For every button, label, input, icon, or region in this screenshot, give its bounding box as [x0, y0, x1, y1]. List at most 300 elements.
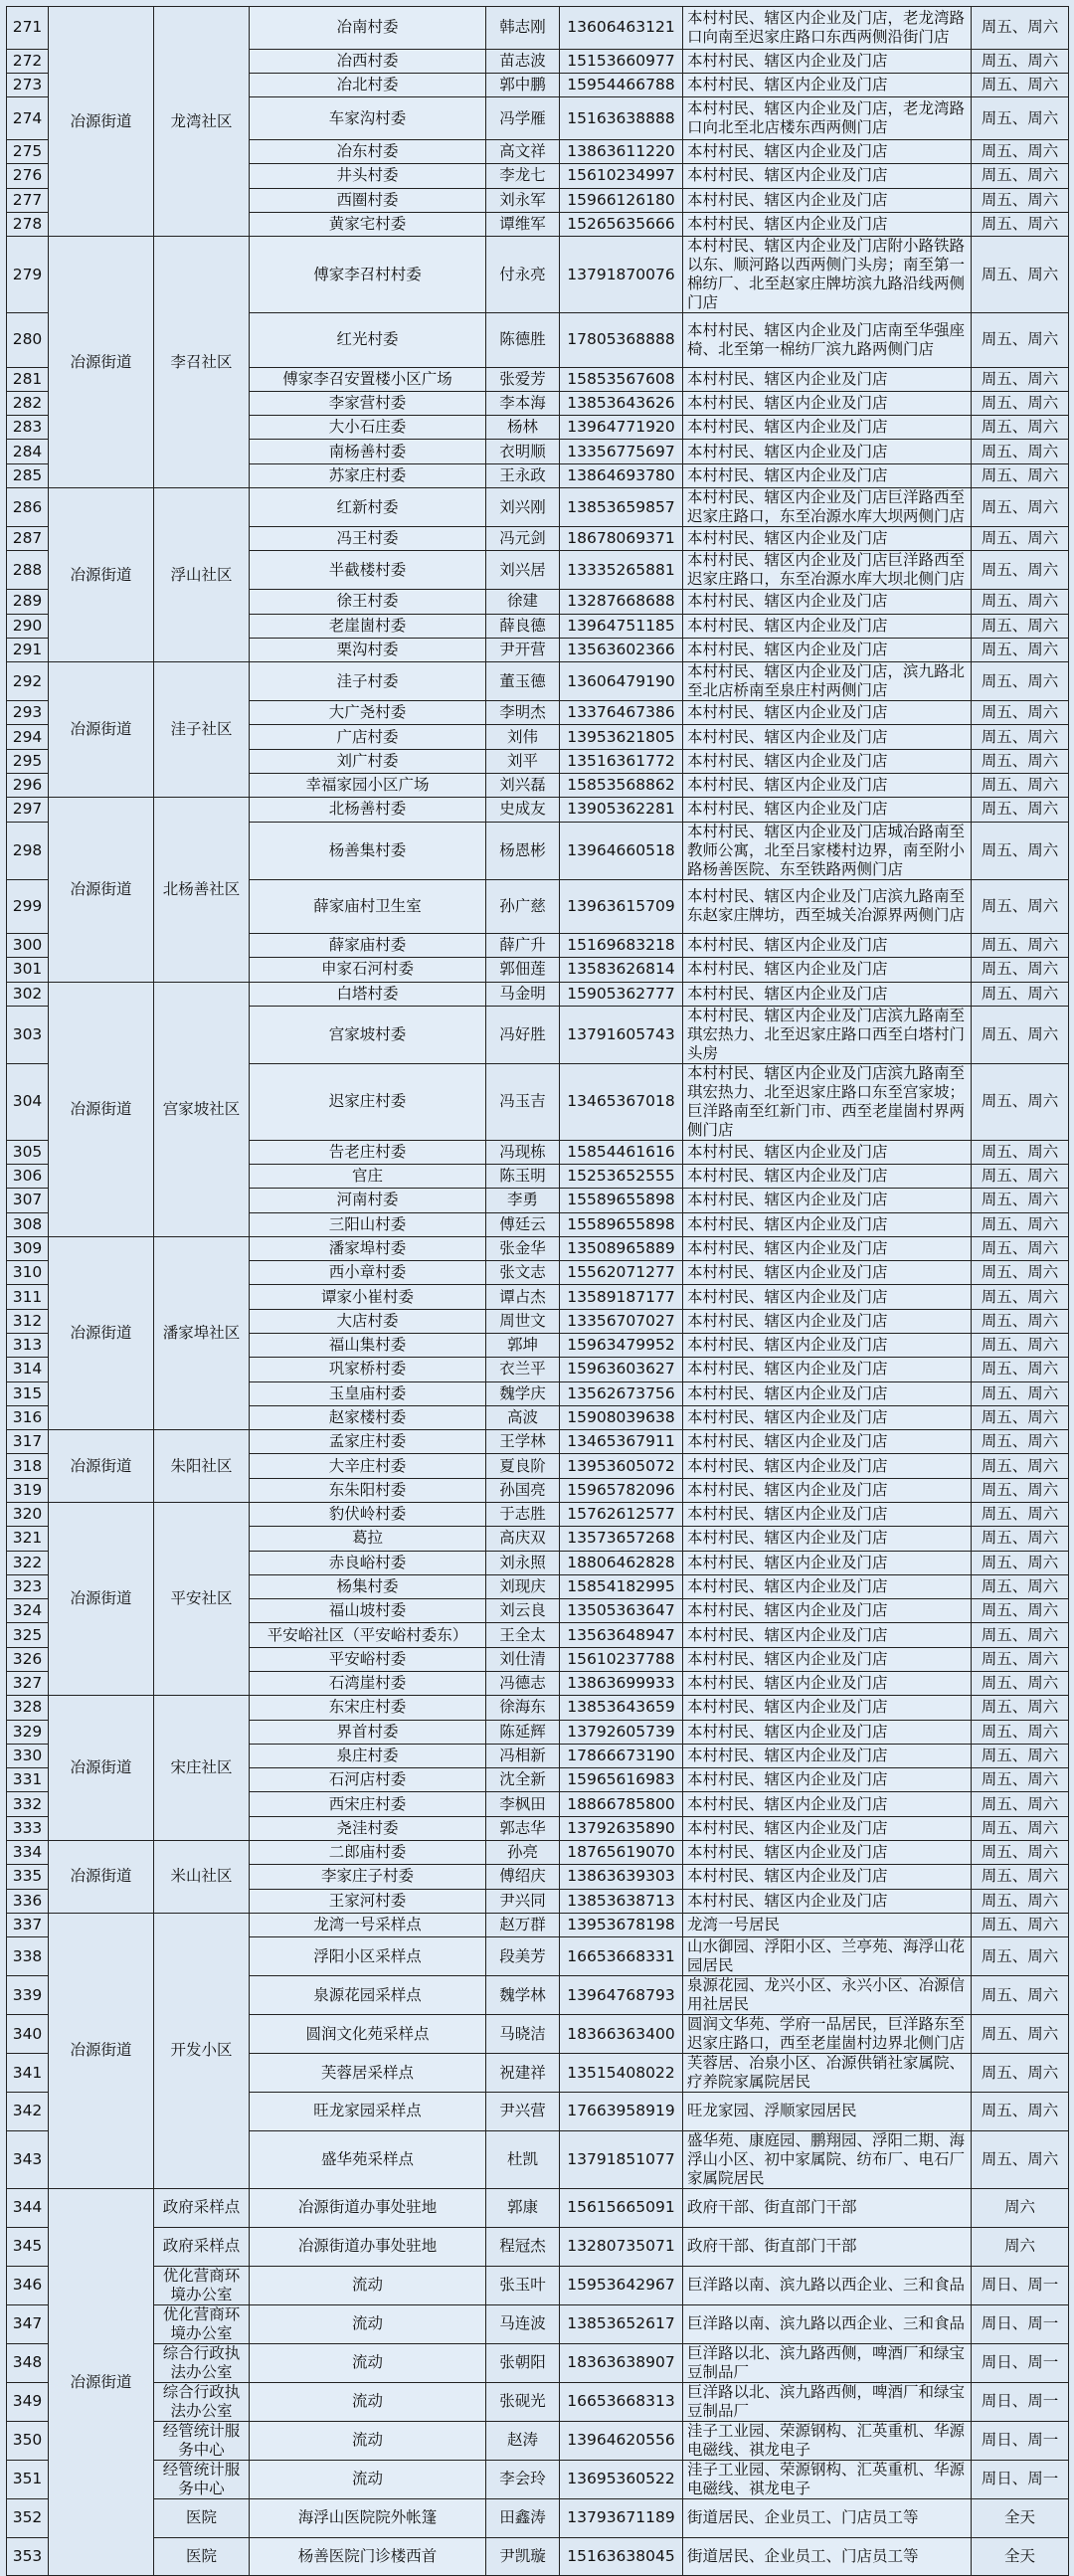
time-cell: 周五、周六 [972, 1140, 1069, 1164]
location-cell: 流动 [250, 2421, 486, 2460]
row-number-cell: 293 [7, 701, 49, 725]
location-cell: 流动 [250, 2343, 486, 2382]
time-cell: 周五、周六 [972, 1189, 1069, 1212]
location-cell: 流动 [250, 2382, 486, 2421]
location-cell: 流动 [250, 2266, 486, 2304]
location-cell: 王家河村委 [250, 1889, 486, 1913]
community-cell: 洼子社区 [154, 662, 250, 798]
location-cell: 徐王村委 [250, 590, 486, 614]
location-cell: 井头村委 [250, 164, 486, 188]
scope-cell: 本村村民、辖区内企业及门店巨洋路西至迟家庄路口，东至冶源水库大坝两侧门店 [683, 488, 972, 527]
phone-cell: 13905362281 [560, 798, 683, 822]
phone-cell: 15610234997 [560, 164, 683, 188]
community-cell: 龙湾社区 [154, 7, 250, 237]
phone-cell: 13853643626 [560, 391, 683, 415]
contact-cell: 谭占杰 [486, 1285, 560, 1309]
row-number-cell: 336 [7, 1889, 49, 1913]
time-cell: 周五、周六 [972, 440, 1069, 463]
phone-cell: 13963615709 [560, 879, 683, 933]
contact-cell: 郭康 [486, 2188, 560, 2227]
phone-cell: 15265635666 [560, 212, 683, 236]
location-cell: 石河店村委 [250, 1768, 486, 1792]
row-number-cell: 287 [7, 527, 49, 551]
time-cell: 全天 [972, 2498, 1069, 2537]
time-cell: 周五、周六 [972, 164, 1069, 188]
time-cell: 周五、周六 [972, 1623, 1069, 1647]
location-cell: 薛家庙村卫生室 [250, 879, 486, 933]
time-cell: 周五、周六 [972, 1768, 1069, 1792]
location-cell: 潘家埠村委 [250, 1236, 486, 1260]
row-number-cell: 331 [7, 1768, 49, 1792]
phone-cell: 13953678198 [560, 1913, 683, 1936]
row-number-cell: 315 [7, 1381, 49, 1405]
phone-cell: 15163638045 [560, 2537, 683, 2576]
location-cell: 孟家庄村委 [250, 1430, 486, 1454]
contact-cell: 杨恩彬 [486, 822, 560, 879]
time-cell: 周五、周六 [972, 798, 1069, 822]
table-row [7, 488, 1069, 527]
phone-cell: 13287668688 [560, 590, 683, 614]
row-number-cell: 272 [7, 49, 49, 73]
contact-cell: 薛良德 [486, 614, 560, 638]
scope-cell: 本村村民、辖区内企业及门店附小路铁路以东、顺河路以西两侧门头房；南至第一棉纺厂、北至赵家庄牌坊滨九路沿线两侧门店 [683, 237, 972, 313]
scope-cell: 圆润文华苑、学府一品居民，巨洋路东至迟家庄路口，西至老崖崮村边界北侧门店 [683, 2015, 972, 2054]
time-cell: 周五、周六 [972, 7, 1069, 50]
row-number-cell: 306 [7, 1165, 49, 1189]
time-cell: 周五、周六 [972, 188, 1069, 212]
row-number-cell: 324 [7, 1599, 49, 1623]
location-cell: 冶源街道办事处驻地 [250, 2188, 486, 2227]
location-cell: 三阳山村委 [250, 1212, 486, 1236]
table-row [7, 1503, 1069, 1527]
scope-cell: 街道居民、企业员工、门店员工等 [683, 2498, 972, 2537]
time-cell: 周五、周六 [972, 49, 1069, 73]
row-number-cell: 280 [7, 313, 49, 367]
time-cell: 周五、周六 [972, 1165, 1069, 1189]
phone-cell: 13864693780 [560, 463, 683, 487]
row-number-cell: 290 [7, 614, 49, 638]
time-cell: 周五、周六 [972, 614, 1069, 638]
time-cell: 周五、周六 [972, 1285, 1069, 1309]
row-number-cell: 278 [7, 212, 49, 236]
location-cell: 杨善集村委 [250, 822, 486, 879]
row-number-cell: 296 [7, 773, 49, 797]
phone-cell: 15253652555 [560, 1165, 683, 1189]
phone-cell: 13964768793 [560, 1976, 683, 2015]
row-number-cell: 308 [7, 1212, 49, 1236]
street-cell: 冶源街道 [49, 1236, 154, 1429]
row-number-cell: 325 [7, 1623, 49, 1647]
scope-cell: 巨洋路以北、滨九路西侧，啤酒厂和绿宝豆制品厂 [683, 2382, 972, 2421]
phone-cell: 15153660977 [560, 49, 683, 73]
contact-cell: 马晓洁 [486, 2015, 560, 2054]
scope-cell: 盛华苑、康庭园、鹏翔园、浮阳二期、海浮山小区、初中家属院、纺布厂、电石厂家属院居民 [683, 2130, 972, 2188]
contact-cell: 李勇 [486, 1189, 560, 1212]
time-cell: 周五、周六 [972, 1696, 1069, 1720]
scope-cell: 本村村民、辖区内企业及门店，老龙湾路口向北至北店楼东西两侧门店 [683, 97, 972, 140]
phone-cell: 13964620556 [560, 2421, 683, 2460]
table-row [7, 1913, 1069, 1936]
phone-cell: 13465367018 [560, 1063, 683, 1140]
contact-cell: 王学林 [486, 1430, 560, 1454]
phone-cell: 13791605743 [560, 1006, 683, 1063]
scope-cell: 泉源花园、龙兴小区、永兴小区、冶源信用社居民 [683, 1976, 972, 2015]
scope-cell: 巨洋路以南、滨九路以西企业、三和食品 [683, 2266, 972, 2304]
time-cell: 周五、周六 [972, 1334, 1069, 1358]
location-cell: 盛华苑采样点 [250, 2130, 486, 2188]
location-cell: 流动 [250, 2304, 486, 2343]
row-number-cell: 330 [7, 1744, 49, 1767]
time-cell: 周五、周六 [972, 1720, 1069, 1744]
table-row [7, 982, 1069, 1006]
row-number-cell: 294 [7, 725, 49, 749]
phone-cell: 18363638907 [560, 2343, 683, 2382]
time-cell: 周五、周六 [972, 1574, 1069, 1598]
contact-cell: 刘永军 [486, 188, 560, 212]
contact-cell: 尹兴同 [486, 1889, 560, 1913]
row-number-cell: 292 [7, 662, 49, 701]
contact-cell: 冯学雁 [486, 97, 560, 140]
location-cell: 南杨善村委 [250, 440, 486, 463]
row-number-cell: 329 [7, 1720, 49, 1744]
contact-cell: 孙亮 [486, 1840, 560, 1864]
contact-cell: 高文祥 [486, 140, 560, 164]
street-cell: 冶源街道 [49, 1696, 154, 1841]
street-cell: 冶源街道 [49, 7, 154, 237]
scope-cell: 本村村民、辖区内企业及门店 [683, 1816, 972, 1840]
time-cell: 周五、周六 [972, 1865, 1069, 1889]
scope-cell: 本村村民、辖区内企业及门店 [683, 188, 972, 212]
table-row [7, 1840, 1069, 1864]
community-cell: 朱阳社区 [154, 1430, 250, 1503]
contact-cell: 薛广升 [486, 933, 560, 957]
time-cell: 周五、周六 [972, 1889, 1069, 1913]
contact-cell: 郭中鹏 [486, 74, 560, 97]
location-cell: 老崖崮村委 [250, 614, 486, 638]
scope-cell: 本村村民、辖区内企业及门店 [683, 725, 972, 749]
location-cell: 赤良峪村委 [250, 1551, 486, 1574]
phone-cell: 15762612577 [560, 1503, 683, 1527]
scope-cell: 本村村民、辖区内企业及门店 [683, 1381, 972, 1405]
location-cell: 玉皇庙村委 [250, 1381, 486, 1405]
table-row [7, 2266, 1069, 2304]
time-cell: 周五、周六 [972, 1478, 1069, 1502]
phone-cell: 13853659857 [560, 488, 683, 527]
street-cell: 冶源街道 [49, 2188, 154, 2575]
time-cell: 周五、周六 [972, 1381, 1069, 1405]
phone-cell: 13516361772 [560, 749, 683, 773]
contact-cell: 魏学林 [486, 1976, 560, 2015]
location-cell: 宫家坡村委 [250, 1006, 486, 1063]
location-cell: 冶西村委 [250, 49, 486, 73]
location-cell: 栗沟村委 [250, 638, 486, 661]
contact-cell: 赵万群 [486, 1913, 560, 1936]
time-cell: 周五、周六 [972, 237, 1069, 313]
scope-cell: 本村村民、辖区内企业及门店 [683, 590, 972, 614]
phone-cell: 15965616983 [560, 1768, 683, 1792]
row-number-cell: 348 [7, 2343, 49, 2382]
row-number-cell: 285 [7, 463, 49, 487]
time-cell: 周五、周六 [972, 2054, 1069, 2093]
contact-cell: 李会玲 [486, 2460, 560, 2498]
scope-cell: 本村村民、辖区内企业及门店 [683, 1334, 972, 1358]
scope-cell: 本村村民、辖区内企业及门店 [683, 1647, 972, 1671]
contact-cell: 赵涛 [486, 2421, 560, 2460]
contact-cell: 孙广慈 [486, 879, 560, 933]
phone-cell: 13792605739 [560, 1720, 683, 1744]
location-cell: 东宋庄村委 [250, 1696, 486, 1720]
table-row [7, 2460, 1069, 2498]
scope-cell: 本村村民、辖区内企业及门店 [683, 1212, 972, 1236]
row-number-cell: 344 [7, 2188, 49, 2227]
location-cell: 大店村委 [250, 1309, 486, 1333]
community-cell: 优化营商环境办公室 [154, 2266, 250, 2304]
location-cell: 北杨善村委 [250, 798, 486, 822]
time-cell: 周五、周六 [972, 367, 1069, 391]
row-number-cell: 328 [7, 1696, 49, 1720]
community-cell: 宋庄社区 [154, 1696, 250, 1841]
contact-cell: 段美芳 [486, 1937, 560, 1976]
time-cell: 周五、周六 [972, 1671, 1069, 1695]
time-cell: 周五、周六 [972, 463, 1069, 487]
scope-cell: 本村村民、辖区内企业及门店 [683, 958, 972, 982]
scope-cell: 本村村民、辖区内企业及门店 [683, 1768, 972, 1792]
sampling-points-table [6, 6, 1069, 2576]
row-number-cell: 273 [7, 74, 49, 97]
location-cell: 浮阳小区采样点 [250, 1937, 486, 1976]
location-cell: 海浮山医院院外帐篷 [250, 2498, 486, 2537]
time-cell: 周五、周六 [972, 1816, 1069, 1840]
contact-cell: 衣兰平 [486, 1358, 560, 1381]
location-cell: 红新村委 [250, 488, 486, 527]
time-cell: 周五、周六 [972, 2015, 1069, 2054]
contact-cell: 李龙七 [486, 164, 560, 188]
phone-cell: 15965782096 [560, 1478, 683, 1502]
scope-cell: 旺龙家园、浮顺家园居民 [683, 2093, 972, 2131]
street-cell: 冶源街道 [49, 1503, 154, 1696]
location-cell: 申家石河村委 [250, 958, 486, 982]
phone-cell: 18806462828 [560, 1551, 683, 1574]
scope-cell: 本村村民、辖区内企业及门店 [683, 1792, 972, 1816]
location-cell: 旺龙家园采样点 [250, 2093, 486, 2131]
phone-cell: 15954466788 [560, 74, 683, 97]
location-cell: 冶东村委 [250, 140, 486, 164]
community-cell: 经管统计服务中心 [154, 2460, 250, 2498]
row-number-cell: 295 [7, 749, 49, 773]
contact-cell: 谭维军 [486, 212, 560, 236]
scope-cell: 本村村民、辖区内企业及门店巨洋路西至迟家庄路口，东至冶源水库大坝北侧门店 [683, 551, 972, 590]
phone-cell: 13589187177 [560, 1285, 683, 1309]
contact-cell: 刘仕清 [486, 1647, 560, 1671]
location-cell: 官庄 [250, 1165, 486, 1189]
table-row [7, 1236, 1069, 1260]
contact-cell: 张文志 [486, 1261, 560, 1285]
contact-cell: 祝建祥 [486, 2054, 560, 2093]
row-number-cell: 343 [7, 2130, 49, 2188]
time-cell: 周日、周一 [972, 2421, 1069, 2460]
location-cell: 西宋庄村委 [250, 1792, 486, 1816]
row-number-cell: 337 [7, 1913, 49, 1936]
contact-cell: 衣明顺 [486, 440, 560, 463]
phone-cell: 17866673190 [560, 1744, 683, 1767]
time-cell: 周五、周六 [972, 1212, 1069, 1236]
scope-cell: 本村村民、辖区内企业及门店 [683, 527, 972, 551]
contact-cell: 王全太 [486, 1623, 560, 1647]
location-cell: 黄家宅村委 [250, 212, 486, 236]
phone-cell: 13562673756 [560, 1381, 683, 1405]
scope-cell: 山水御园、浮阳小区、兰亭苑、海浮山花园居民 [683, 1937, 972, 1976]
row-number-cell: 352 [7, 2498, 49, 2537]
contact-cell: 杨林 [486, 416, 560, 440]
phone-cell: 15610237788 [560, 1647, 683, 1671]
location-cell: 傅家李召村村委 [250, 237, 486, 313]
phone-cell: 13376467386 [560, 701, 683, 725]
phone-cell: 13791851077 [560, 2130, 683, 2188]
contact-cell: 徐海东 [486, 1696, 560, 1720]
scope-cell: 本村村民、辖区内企业及门店 [683, 1430, 972, 1454]
row-number-cell: 283 [7, 416, 49, 440]
row-number-cell: 271 [7, 7, 49, 50]
scope-cell: 政府干部、街直部门干部 [683, 2188, 972, 2227]
scope-cell: 本村村民、辖区内企业及门店 [683, 1189, 972, 1212]
contact-cell: 郭志华 [486, 1816, 560, 1840]
scope-cell: 本村村民、辖区内企业及门店 [683, 1865, 972, 1889]
scope-cell: 本村村民、辖区内企业及门店 [683, 416, 972, 440]
table-row [7, 2537, 1069, 2576]
phone-cell: 13505363647 [560, 1599, 683, 1623]
row-number-cell: 323 [7, 1574, 49, 1598]
row-number-cell: 314 [7, 1358, 49, 1381]
scope-cell: 本村村民、辖区内企业及门店 [683, 1671, 972, 1695]
location-cell: 平安峪社区（平安峪村委东） [250, 1623, 486, 1647]
row-number-cell: 320 [7, 1503, 49, 1527]
row-number-cell: 288 [7, 551, 49, 590]
row-number-cell: 321 [7, 1527, 49, 1551]
phone-cell: 17663958919 [560, 2093, 683, 2131]
row-number-cell: 346 [7, 2266, 49, 2304]
phone-cell: 13953621805 [560, 725, 683, 749]
row-number-cell: 275 [7, 140, 49, 164]
time-cell: 周五、周六 [972, 1647, 1069, 1671]
contact-cell: 于志胜 [486, 1503, 560, 1527]
scope-cell: 龙湾一号居民 [683, 1913, 972, 1936]
scope-cell: 本村村民、辖区内企业及门店 [683, 140, 972, 164]
table-row [7, 2304, 1069, 2343]
street-cell: 冶源街道 [49, 798, 154, 982]
table-row [7, 2343, 1069, 2382]
contact-cell: 董玉德 [486, 662, 560, 701]
row-number-cell: 333 [7, 1816, 49, 1840]
row-number-cell: 334 [7, 1840, 49, 1864]
row-number-cell: 286 [7, 488, 49, 527]
scope-cell: 本村村民、辖区内企业及门店 [683, 1165, 972, 1189]
phone-cell: 15169683218 [560, 933, 683, 957]
scope-cell: 洼子工业园、荣源钢构、汇英重机、华源电磁线、祺龙电子 [683, 2421, 972, 2460]
location-cell: 白塔村委 [250, 982, 486, 1006]
row-number-cell: 282 [7, 391, 49, 415]
phone-cell: 18866785800 [560, 1792, 683, 1816]
scope-cell: 街道居民、企业员工、门店员工等 [683, 2537, 972, 2576]
scope-cell: 本村村民、辖区内企业及门店 [683, 1454, 972, 1478]
location-cell: 圆润文化苑采样点 [250, 2015, 486, 2054]
row-number-cell: 313 [7, 1334, 49, 1358]
location-cell: 大小石庄委 [250, 416, 486, 440]
phone-cell: 13508965889 [560, 1236, 683, 1260]
contact-cell: 冯德志 [486, 1671, 560, 1695]
table-row [7, 2188, 1069, 2227]
community-cell: 综合行政执法办公室 [154, 2382, 250, 2421]
row-number-cell: 339 [7, 1976, 49, 2015]
contact-cell: 刘云良 [486, 1599, 560, 1623]
time-cell: 周五、周六 [972, 1937, 1069, 1976]
row-number-cell: 319 [7, 1478, 49, 1502]
community-cell: 浮山社区 [154, 488, 250, 662]
contact-cell: 刘现庆 [486, 1574, 560, 1598]
scope-cell: 本村村民、辖区内企业及门店 [683, 1840, 972, 1864]
time-cell: 周五、周六 [972, 773, 1069, 797]
street-cell: 冶源街道 [49, 1913, 154, 2188]
time-cell: 周日、周一 [972, 2382, 1069, 2421]
contact-cell: 孙国亮 [486, 1478, 560, 1502]
table-row [7, 2498, 1069, 2537]
phone-cell: 13853652617 [560, 2304, 683, 2343]
phone-cell: 13563648947 [560, 1623, 683, 1647]
street-cell: 冶源街道 [49, 662, 154, 798]
location-cell: 界首村委 [250, 1720, 486, 1744]
phone-cell: 13953605072 [560, 1454, 683, 1478]
contact-cell: 沈全新 [486, 1768, 560, 1792]
contact-cell: 傅廷云 [486, 1212, 560, 1236]
location-cell: 刘广村委 [250, 749, 486, 773]
location-cell: 红光村委 [250, 313, 486, 367]
row-number-cell: 297 [7, 798, 49, 822]
location-cell: 迟家庄村委 [250, 1063, 486, 1140]
location-cell: 李家营村委 [250, 391, 486, 415]
contact-cell: 李明杰 [486, 701, 560, 725]
phone-cell: 13583626814 [560, 958, 683, 982]
location-cell: 西圈村委 [250, 188, 486, 212]
phone-cell: 13793671189 [560, 2498, 683, 2537]
table-row [7, 1696, 1069, 1720]
location-cell: 石湾崖村委 [250, 1671, 486, 1695]
contact-cell: 尹兴营 [486, 2093, 560, 2131]
contact-cell: 程冠杰 [486, 2227, 560, 2266]
time-cell: 周五、周六 [972, 1976, 1069, 2015]
scope-cell: 本村村民、辖区内企业及门店 [683, 1261, 972, 1285]
phone-cell: 15963603627 [560, 1358, 683, 1381]
location-cell: 赵家楼村委 [250, 1405, 486, 1429]
time-cell: 周五、周六 [972, 391, 1069, 415]
row-number-cell: 342 [7, 2093, 49, 2131]
time-cell: 周五、周六 [972, 1309, 1069, 1333]
phone-cell: 18678069371 [560, 527, 683, 551]
phone-cell: 13853643659 [560, 1696, 683, 1720]
location-cell: 冶北村委 [250, 74, 486, 97]
contact-cell: 尹开营 [486, 638, 560, 661]
scope-cell: 本村村民、辖区内企业及门店 [683, 933, 972, 957]
contact-cell: 马连波 [486, 2304, 560, 2343]
location-cell: 福山集村委 [250, 1334, 486, 1358]
scope-cell: 本村村民、辖区内企业及门店南至华强座椅、北至第一棉纺厂滨九路两侧门店 [683, 313, 972, 367]
location-cell: 西小章村委 [250, 1261, 486, 1285]
time-cell: 周五、周六 [972, 313, 1069, 367]
location-cell: 泉庄村委 [250, 1744, 486, 1767]
scope-cell: 本村村民、辖区内企业及门店 [683, 1623, 972, 1647]
scope-cell: 芙蓉居、冶泉小区、冶源供销社家属院、疗养院家属院居民 [683, 2054, 972, 2093]
time-cell: 周五、周六 [972, 1405, 1069, 1429]
contact-cell: 史成友 [486, 798, 560, 822]
row-number-cell: 326 [7, 1647, 49, 1671]
